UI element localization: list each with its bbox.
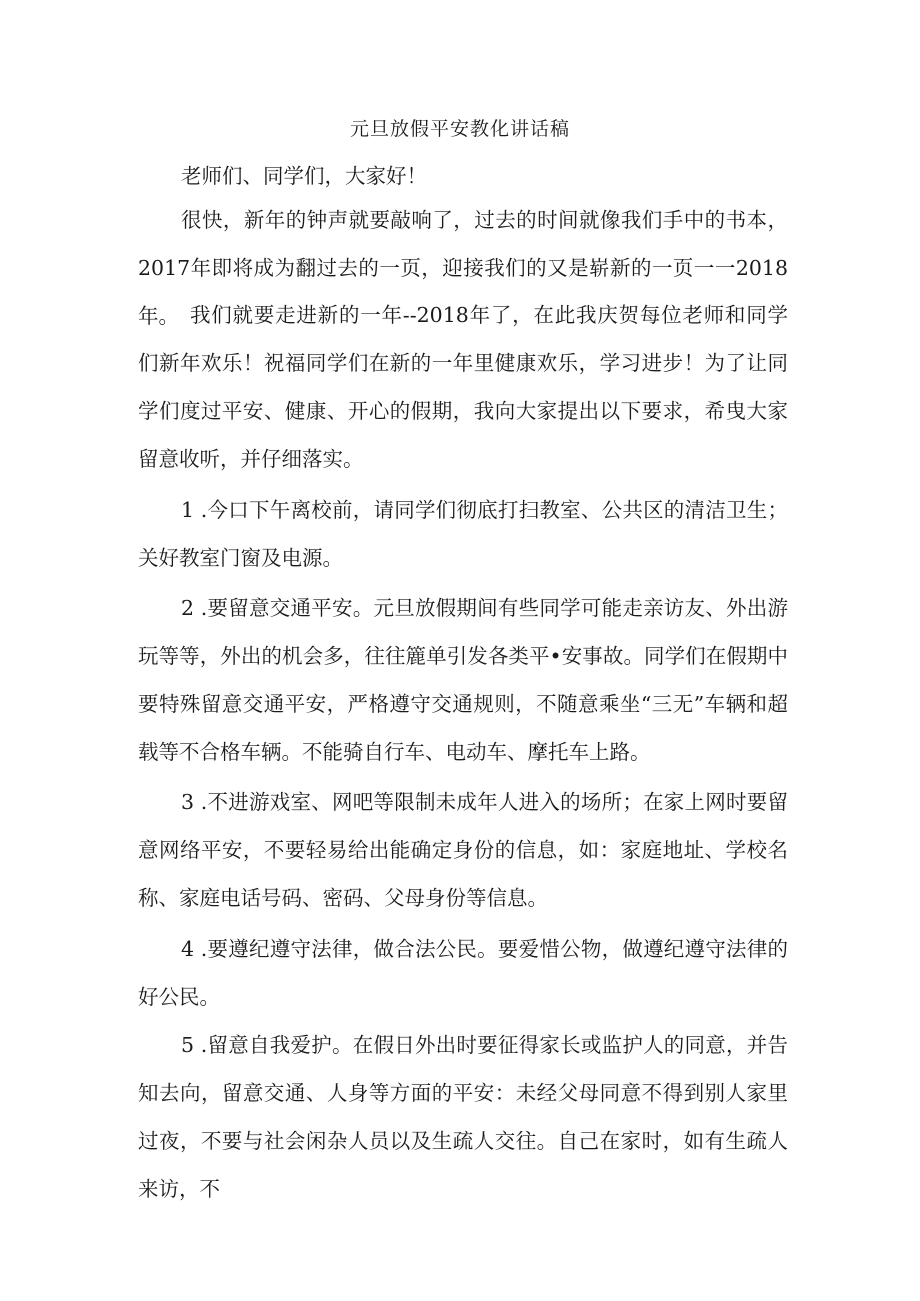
page-title: 元旦放假平安教化讲话稿 — [349, 118, 570, 140]
list-item-5: 5 .留意自我爱护。在假日外出时要征得家长或监护人的同意，并告知去向，留意交通、人身等方面的平安：未经父母同意不得到别人家里过夜，不要与社会闲杂人员以及生疏人交往。自己在家时，如有生疏人来访，不 — [138, 1033, 788, 1201]
list-item-2: 2 .要留意交通平安。元旦放假期间有些同学可能走亲访友、外出游玩等等，外出的机会多，往往簏单引发各类平•安事故。同学们在假期中要特殊留意交通平安，严格遵守交通规则，不随意乘坐“三无”车辆和超载等不合格车辆。不能骑自行车、电动车、摩托车上路。 — [138, 596, 788, 764]
list-item-3: 3 .不进游戏室、网吧等限制未成年人进入的场所；在家上网时要留意网络平安，不要轻易给出能确定身份的信息，如：家庭地址、学校名称、家庭电话号码、密码、父母身份等信息。 — [138, 790, 788, 910]
greeting-paragraph: 老师们、同学们，大家好！ — [181, 164, 427, 188]
wishes-paragraph: 我们就要走进新的一年--2018年了，在此我庆贺每位老师和同学们新年欢乐！祝福同学们在新的一年里健康欢乐，学习进步！为了让同学们度过平安、健康、开心的假期，我向大家提出以下要求，希曳大家留意收听，并仔细落实。 — [138, 303, 788, 471]
intro-paragraph: 很快，新年的钟声就要敲响了，过去的时间就像我们手中的书本，2017年即将成为翻过去的一页，迎接我们的又是崭新的一页一一2018年。 — [138, 208, 788, 328]
list-item-1: 1 .今口下午离校前，请同学们彻底打扫教室、公共区的清洁卫生；关好教室门窗及电源。 — [138, 498, 788, 570]
list-item-4: 4 .要遵纪遵守法律，做合法公民。要爱惜公物，做遵纪遵守法律的好公民。 — [138, 937, 788, 1009]
